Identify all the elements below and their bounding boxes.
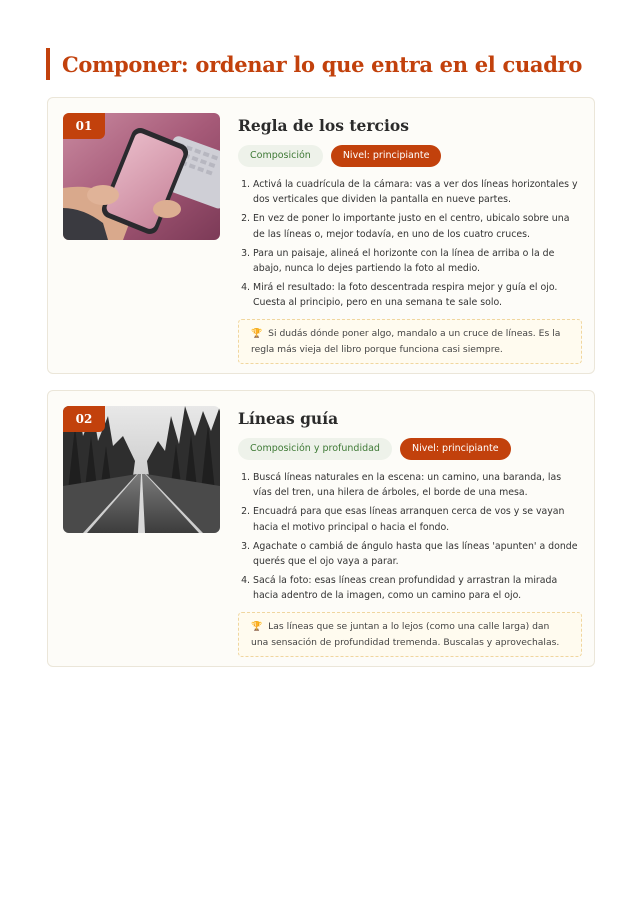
lesson-number-badge: 02 bbox=[63, 406, 105, 432]
lesson-thumbnail bbox=[63, 406, 220, 533]
trophy-icon: 🏆 bbox=[251, 621, 263, 632]
step-item: 4. Mirá el resultado: la foto descentrada respira mejor y guía el ojo. Cuesta al principio, pero en una semana te sale solo. bbox=[253, 280, 582, 310]
step-item: 2. Encuadrá para que esas líneas arranquen cerca de vos y se vayan hacia el motivo principal o hacia el fondo. bbox=[253, 504, 582, 534]
lesson-card bbox=[47, 390, 595, 667]
lesson-thumbnail bbox=[63, 113, 220, 240]
step-item: 1. Buscá líneas naturales en la escena: un camino, una baranda, las vías del tren, una hilera de árboles, el borde de una mesa. bbox=[253, 470, 582, 500]
lesson-number-badge: 01 bbox=[63, 113, 105, 139]
step-item: 4. Sacá la foto: esas líneas crean profundidad y arrastran la mirada hacia adentro de la imagen, como un camino para el ojo. bbox=[253, 573, 582, 603]
category-tag: Composición y profundidad bbox=[238, 438, 392, 460]
tip-box bbox=[238, 319, 582, 364]
lesson-body bbox=[238, 113, 582, 364]
lesson-card bbox=[47, 97, 595, 374]
page-title: Componer: ordenar lo que entra en el cuadro bbox=[62, 51, 583, 77]
tip-text: Si dudás dónde poner algo, mandalo a un cruce de líneas. Es la regla más vieja del libro porque funciona casi siempre. bbox=[251, 327, 561, 355]
step-item: 3. Agachate o cambiá de ángulo hasta que las líneas 'apunten' a donde querés que el ojo vaya a parar. bbox=[253, 539, 582, 569]
trophy-icon: 🏆 bbox=[251, 328, 263, 339]
lesson-title: Líneas guía bbox=[238, 409, 339, 428]
lesson-tags bbox=[238, 145, 582, 167]
steps-list bbox=[238, 177, 582, 311]
lesson-body bbox=[238, 406, 582, 657]
lesson-tags bbox=[238, 438, 582, 460]
lesson-title: Regla de los tercios bbox=[238, 116, 409, 135]
level-tag: Nivel: principiante bbox=[400, 438, 511, 460]
category-tag: Composición bbox=[238, 145, 323, 167]
tip-text: Las líneas que se juntan a lo lejos (como una calle larga) dan una sensación de profundidad tremenda. Buscalas y aprovechalas. bbox=[251, 620, 560, 648]
steps-list bbox=[238, 470, 582, 604]
step-item: 1. Activá la cuadrícula de la cámara: vas a ver dos líneas horizontales y dos verticales que dividen la pantalla en nueve partes. bbox=[253, 177, 582, 207]
page-header bbox=[46, 48, 582, 80]
tip-box bbox=[238, 612, 582, 657]
step-item: 2. En vez de poner lo importante justo en el centro, ubicalo sobre una de las líneas o, mejor todavía, en uno de los cuatro cruces. bbox=[253, 211, 582, 241]
step-item: 3. Para un paisaje, alineá el horizonte con la línea de arriba o la de abajo, nunca lo dejes partiendo la foto al medio. bbox=[253, 246, 582, 276]
level-tag: Nivel: principiante bbox=[331, 145, 442, 167]
